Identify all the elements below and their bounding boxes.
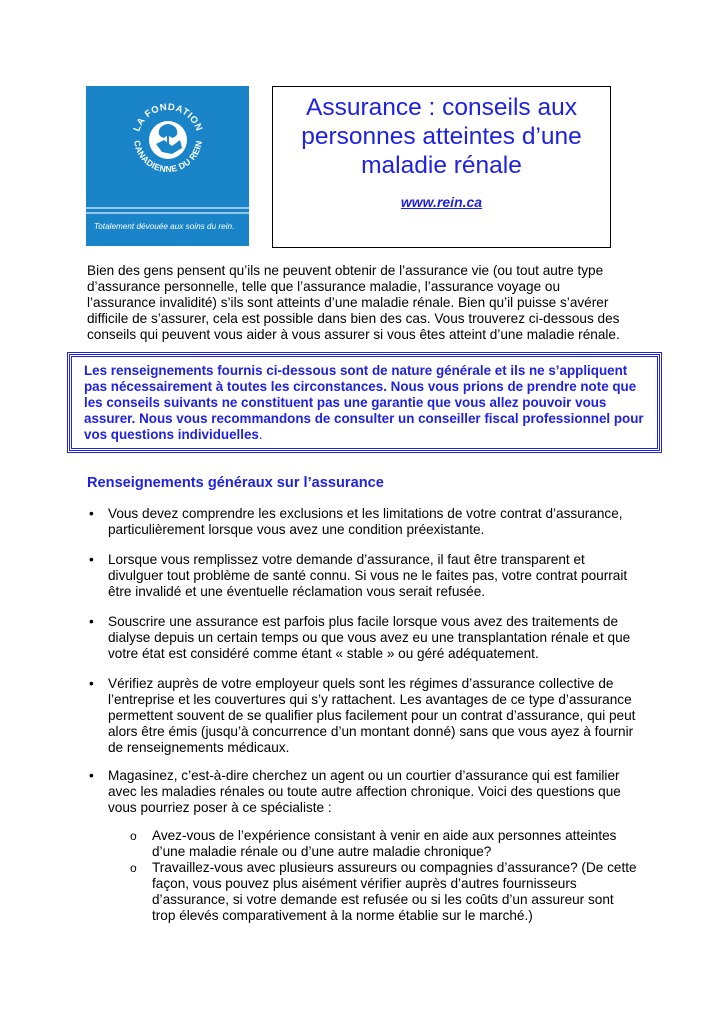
- website-link[interactable]: www.rein.ca: [400, 194, 483, 210]
- bullet-icon: •: [89, 614, 94, 629]
- disclaimer-box: [67, 352, 662, 453]
- logo-stripe: [86, 212, 249, 214]
- bullet-icon: •: [89, 676, 94, 691]
- page-title: Assurance : conseils aux personnes atteintes d’une maladie rénale: [301, 94, 582, 179]
- kidney-foundation-emblem-icon: [126, 94, 210, 202]
- foundation-logo: [86, 86, 249, 246]
- logo-org-name-bottom: CANADIENNE DU REIN: [132, 139, 204, 175]
- bullet-icon: •: [89, 768, 94, 783]
- logo-tagline: Totalement dévouée aux soins du rein.: [94, 222, 235, 231]
- list-item-text: Vérifiez auprès de votre employeur quels sont les régimes d’assurance collective de l’entreprise et les couvertures qui s’y rattachent. Les avantages de ce type d’assurance permettent souvent de se qualifier plus facilement pour un contrat d’assurance, qui peut alors être émis (jusqu’à concurrence d’un montant donné) sans que vous ayez à fournir de renseignements médicaux.: [108, 676, 636, 755]
- list-item-text: Magasinez, c’est-à-dire cherchez un agent ou un courtier d’assurance qui est familier avec les maladies rénales ou toute autre affection chronique. Voici des questions que vous pourriez poser à ce spécialiste :: [108, 768, 621, 815]
- logo-org-name-top: LA FONDATION: [131, 101, 205, 134]
- sub-list-item-text: Avez-vous de l’expérience consistant à venir en aide aux personnes atteintes d’une maladie rénale ou d’une autre maladie chronique?: [152, 828, 617, 859]
- title-box: [272, 86, 611, 248]
- sub-bullet-icon: o: [130, 829, 137, 843]
- bullet-icon: •: [89, 506, 94, 521]
- list-item-text: Vous devez comprendre les exclusions et les limitations de votre contrat d’assurance, particulièrement lorsque vous avez une condition préexistante.: [108, 506, 623, 537]
- bullet-icon: •: [89, 552, 94, 567]
- intro-paragraph: Bien des gens pensent qu’ils ne peuvent obtenir de l’assurance vie (ou tout autre type d’assurance personnelle, telle que l’assurance maladie, l’assurance voyage ou l’assurance invalidité) s’ils sont atteints d’une maladie rénale. Bien qu’il puisse s’avérer difficile de s’assurer, cela est possible dans bien des cas. Vous trouverez ci-dessous des conseils qui peuvent vous aider à vous assurer si vous êtes atteint d’une maladie rénale.: [87, 263, 620, 342]
- sub-bullet-icon: o: [130, 861, 137, 875]
- list-item-text: Lorsque vous remplissez votre demande d’assurance, il faut être transparent et divulguer tout problème de santé connu. Si vous ne le faites pas, votre contrat pourrait être invalidé et une éventuelle réclamation vous serait refusée.: [108, 552, 628, 599]
- disclaimer-text: [84, 363, 649, 443]
- logo-stripe: [86, 207, 249, 209]
- section-heading: Renseignements généraux sur l’assurance: [87, 475, 384, 491]
- list-item-text: Souscrire une assurance est parfois plus facile lorsque vous avez des traitements de dialyse depuis un certain temps ou que vous avez eu une transplantation rénale et que votre état est considéré comme étant « stable » ou géré adéquatement.: [108, 614, 631, 661]
- disclaimer-end: .: [258, 427, 263, 442]
- sub-list-item-text: Travaillez-vous avec plusieurs assureurs ou compagnies d’assurance? (De cette façon, vous pouvez plus aisément vérifier auprès d’autres fournisseurs d’assurance, si votre demande est refusée ou si les coûts d’un assureur sont trop élevés comparativement à la norme établie sur le marché.): [152, 860, 637, 923]
- disclaimer-body: Les renseignements fournis ci-dessous sont de nature générale et ils ne s’appliquent pas nécessairement à toutes les circonstances. Nous vous prions de prendre note que les conseils suivants ne constituent pas une garantie que vous allez pouvoir vous assurer. Nous vous recommandons de consulter un conseiller fiscal professionnel pour vos questions individuelles: [84, 363, 644, 442]
